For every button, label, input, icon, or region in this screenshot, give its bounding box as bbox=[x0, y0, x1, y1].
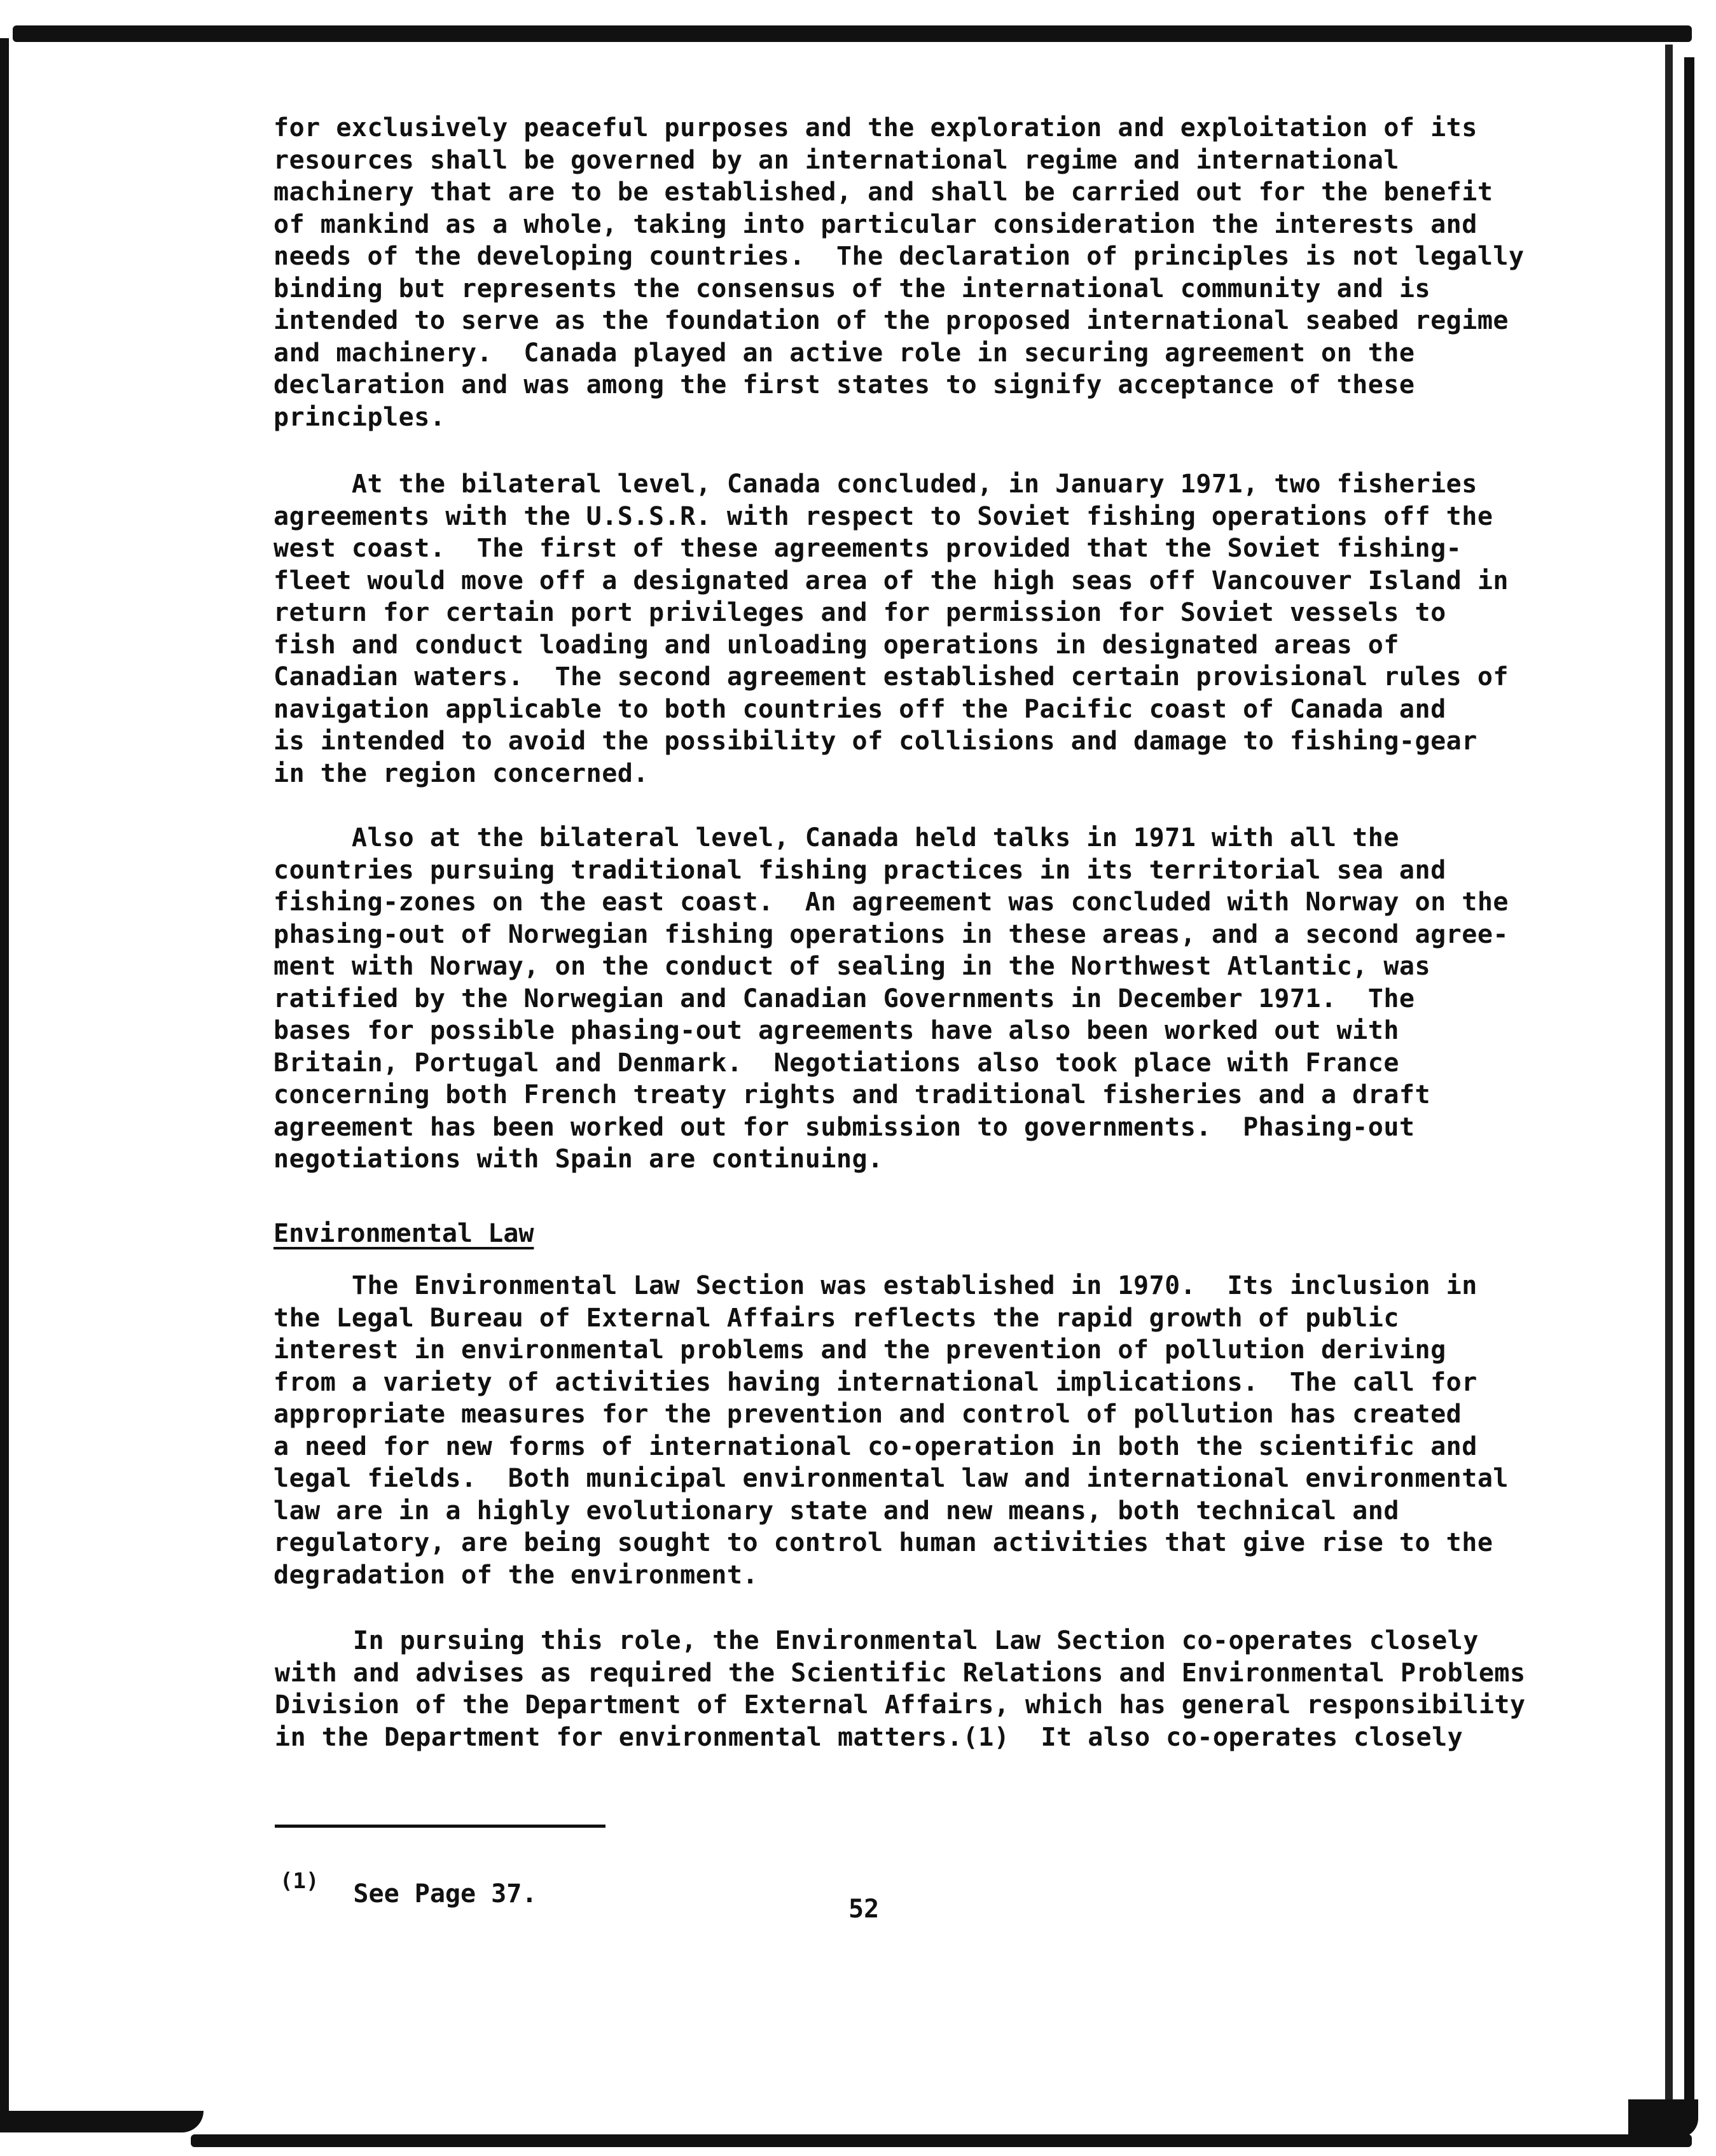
paragraph-ussr-agreements: At the bilateral level, Canada concluded, in January 1971, two fisheries agreements with the U.S.S.R. with respect to Soviet fishing operations off the west coast. The first of these agreements provided that the Soviet fishing- fleet would move off a designated area of the high seas off Vancouver Island in return for certain port privileges and for permission for Soviet vessels to fish and conduct loading and unloading operations in designated areas of Canadian waters. The second agreement established certain provisional rules of navigation applicable to both countries off the Pacific coast of Canada and is intended to avoid the possibility of collisions and damage to fishing-gear in the region concerned. bbox=[273, 469, 1509, 788]
paragraph-seabed-principles: for exclusively peaceful purposes and the exploration and exploitation of its resources shall be governed by an international regime and international machinery that are to be established, and shall be carried out for the benefit of mankind as a whole, taking into particular consideration the interests and needs of the developing countries. The declaration of principles is not legally binding but represents the consensus of the international community and is intended to serve as the foundation of the proposed international seabed regime and machinery. Canada played an active role in securing agreement on the declaration and was among the first states to signify acceptance of these principles. bbox=[273, 113, 1525, 432]
footnote bbox=[280, 1865, 537, 1910]
scan-corner-bottom-right bbox=[1628, 2099, 1698, 2138]
paragraph-cooperation: In pursuing this role, the Environmental Law Section co-operates closely with and advises as required the Scientific Relations and Environmental Problems Division of the Department of External Affairs, which has general responsibility in the Department for environmental matters.(1) It also co-operates closely bbox=[275, 1626, 1526, 1752]
scan-border-bottom bbox=[191, 2134, 1692, 2147]
footnote-text: See Page 37. bbox=[353, 1879, 537, 1909]
scan-corner-bottom-left bbox=[0, 2111, 204, 2132]
scan-border-right bbox=[1665, 45, 1673, 2099]
paragraph-east-coast-talks: Also at the bilateral level, Canada held talks in 1971 with all the countries pursuing traditional fishing practices in its territorial sea and fishing-zones on the east coast. An agreement was concluded with Norway on the phasing-out of Norwegian fishing operations in these areas, and a second agree- ment with Norway, on the conduct of sealing in the Northwest Atlantic, was ratified by the Norwegian and Canadian Governments in December 1971. The bases for possible phasing-out agreements have also been worked out with Britain, Portugal and Denmark. Negotiations also took place with France concerning both French treaty rights and traditional fisheries and a draft agreement has been worked out for submission to governments. Phasing-out negotiations with Spain are continuing. bbox=[273, 823, 1509, 1174]
footnote-marker: (1) bbox=[280, 1868, 319, 1894]
paragraph-environmental-law-section: The Environmental Law Section was established in 1970. Its inclusion in the Legal Bureau of External Affairs reflects the rapid growth of public interest in environmental problems and the prevention of pollution deriving from a variety of activities having international implications. The call for appropriate measures for the prevention and control of pollution has created a need for new forms of international co-operation in both the scientific and legal fields. Both municipal environmental law and international environmental law are in a highly evolutionary state and new means, both technical and regulatory, are being sought to control human activities that give rise to the degradation of the environment. bbox=[273, 1271, 1509, 1590]
scan-border-right-outer bbox=[1684, 57, 1694, 2112]
scan-border-left bbox=[0, 38, 9, 2118]
page-number: 52 bbox=[848, 1895, 880, 1924]
footnote-divider bbox=[275, 1825, 605, 1828]
section-heading-environmental-law: Environmental Law bbox=[273, 1219, 534, 1248]
scan-border-top bbox=[13, 25, 1692, 42]
